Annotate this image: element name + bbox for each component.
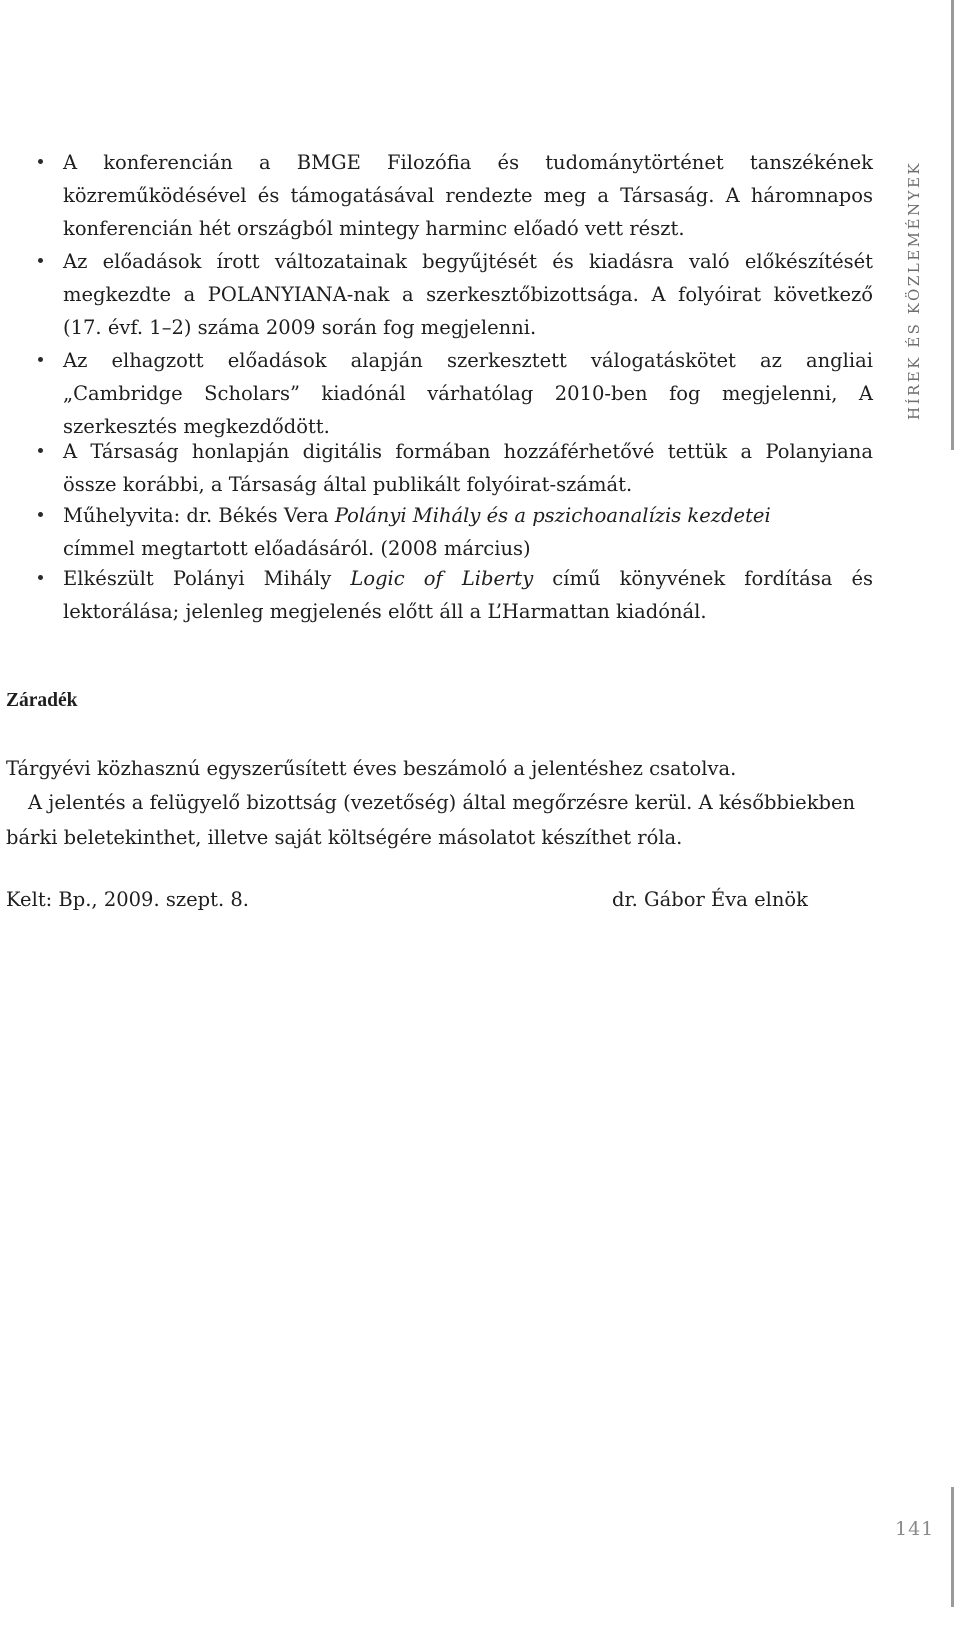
- list-item-line: konferencián hét országból mintegy harminc előadó vett részt.: [63, 217, 685, 240]
- signature: dr. Gábor Éva elnök: [612, 888, 808, 911]
- list-item-line: A Társaság honlapján digitális formában hozzáférhetővé tettük a Polanyiana: [63, 440, 873, 463]
- bullet-marker: [38, 258, 43, 263]
- bullet-marker: [38, 512, 43, 517]
- page-rule: [951, 1487, 954, 1607]
- list-item-line: címmel megtartott előadásáról. (2008 március): [63, 537, 531, 560]
- side-rule: [951, 0, 954, 450]
- list-item-text: című könyvének fordítása és: [533, 567, 873, 590]
- list-item-text: Műhelyvita: dr. Békés Vera: [63, 504, 335, 527]
- list-item-line: [63, 500, 771, 532]
- list-item-line: közreműködésével és támogatásával rendezte meg a Társaság. A háromnapos: [63, 184, 873, 207]
- bullet-marker: [38, 448, 43, 453]
- bullet-marker: [38, 575, 43, 580]
- clause-paragraph-2-line2: bárki beletekinthet, illetve saját költségére másolatot készíthet róla.: [6, 826, 683, 849]
- book-title-italic: Logic of Liberty: [350, 567, 534, 590]
- list-item-line: (17. évf. 1–2) száma 2009 során fog megjelenni.: [63, 316, 537, 339]
- clause-paragraph-1: Tárgyévi közhasznú egyszerűsített éves beszámoló a jelentéshez csatolva.: [6, 757, 737, 780]
- list-item-line: [63, 563, 873, 595]
- clause-title: Záradék: [6, 690, 78, 711]
- bullet-marker: [38, 357, 43, 362]
- section-side-label: HÍREK ÉS KÖZLEMÉNYEK: [905, 160, 923, 420]
- page-number: 141: [895, 1518, 935, 1540]
- list-item-line: „Cambridge Scholars” kiadónál várhatólag 2010-ben fog megjelenni, A: [63, 382, 873, 405]
- list-item-line: megkezdte a POLANYIANA-nak a szerkesztőbizottsága. A folyóirat következő: [63, 283, 873, 306]
- place-date: Kelt: Bp., 2009. szept. 8.: [6, 888, 249, 911]
- list-item-line: össze korábbi, a Társaság által publikált folyóirat-számát.: [63, 473, 633, 496]
- list-item-line: A konferencián a BMGE Filozófia és tudománytörténet tanszékének: [63, 151, 873, 174]
- list-item-line: Az előadások írott változatainak begyűjtését és kiadásra való előkészítését: [63, 250, 873, 273]
- list-item-line: Az elhagzott előadások alapján szerkesztett válogatáskötet az angliai: [63, 349, 873, 372]
- list-item-text: Elkészült Polányi Mihály: [63, 567, 351, 590]
- list-item-line: lektorálása; jelenleg megjelenés előtt áll a L’Harmattan kiadónál.: [63, 600, 707, 623]
- bullet-marker: [38, 159, 43, 164]
- book-title-italic: Polányi Mihály és a pszichoanalízis kezdetei: [334, 504, 771, 527]
- clause-paragraph-2-line1: A jelentés a felügyelő bizottság (vezetőség) által megőrzésre kerül. A későbbiekben: [28, 791, 856, 814]
- list-item-line: szerkesztés megkezdődött.: [63, 415, 330, 438]
